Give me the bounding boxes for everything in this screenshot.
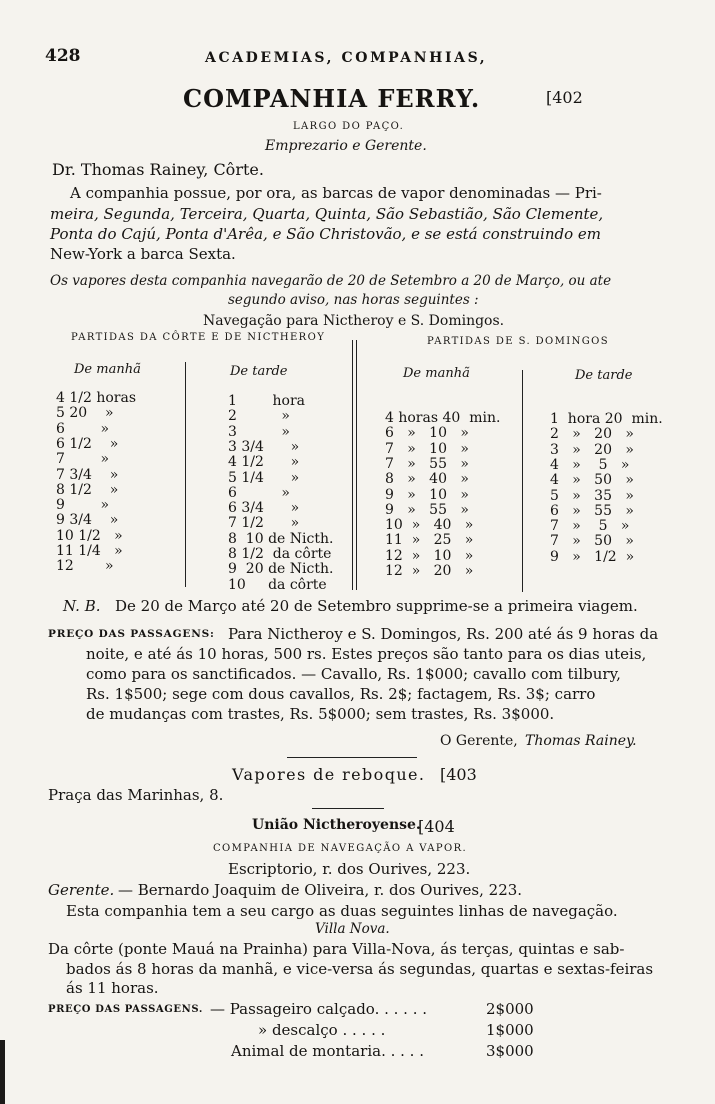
price-row-1-value: 2$000 (486, 1000, 534, 1018)
timetable-entry: 5 1/4 » (228, 469, 300, 486)
timetable-entry: 10 1/2 » (56, 527, 123, 544)
timetable-entry: 7 » 50 » (550, 533, 634, 550)
timetable-entry: 6 » (56, 420, 110, 437)
table-double-divider-b (356, 340, 357, 590)
timetable-entry: 7 3/4 » (56, 466, 119, 483)
timetable-entry: 9 » 55 » (385, 501, 469, 518)
timetable-entry: 2 » (228, 408, 290, 425)
timetable-entry: 6 » 55 » (550, 502, 634, 519)
timetable-entry: 9 » 10 » (385, 486, 469, 503)
route-title: Navegação para Nictheroy e S. Domingos. (203, 313, 505, 329)
uniao-prices-label: PREÇO DAS PASSAGENS. (48, 1004, 203, 1015)
timetable-entry: 8 1/2 » (56, 481, 119, 498)
nb-text: De 20 de Março até 20 de Setembro supprime-se a primeira viagem. (115, 597, 638, 615)
binding-edge (0, 1040, 5, 1104)
timetable-entry: 3 3/4 » (228, 438, 300, 455)
timetable-entry: 9 » 1/2 » (550, 548, 635, 565)
timetable-entry: 3 » (228, 423, 290, 440)
uniao-route-name: Villa Nova. (315, 921, 390, 937)
corte-afternoon-label: De tarde (230, 364, 288, 379)
left-column-divider (185, 362, 186, 587)
uniao-office: Escriptorio, r. dos Ourives, 223. (228, 860, 471, 878)
timetable-entry: 4 1/2 horas (56, 390, 137, 406)
prices-label: PREÇO DAS PASSAGENS: (48, 628, 215, 640)
timetable-entry: 6 1/2 » (56, 435, 119, 452)
uniao-lines-intro: Esta companhia tem a seu cargo as duas seguintes linhas de navegação. (66, 902, 618, 920)
timetable-entry: 8 10 de Nicth. (228, 530, 334, 547)
left-table-title: PARTIDAS DA CÔRTE E DE NICTHEROY (71, 332, 326, 343)
page-number: 428 (45, 46, 81, 66)
sd-morning-label: De manhã (403, 366, 470, 381)
timetable-entry: 12 » 20 » (385, 563, 474, 579)
uniao-manager-label: Gerente. (48, 881, 115, 899)
timetable-entry: 4 » 5 » (550, 456, 630, 473)
sd-afternoon-label: De tarde (575, 368, 633, 383)
section-rule-1 (287, 757, 417, 758)
timetable-entry: 7 » 55 » (385, 455, 469, 472)
company-ref: [402 (546, 88, 583, 107)
signature-name: Thomas Rainey. (525, 733, 637, 749)
price-row-3-value: 3$000 (486, 1042, 534, 1060)
timetable-entry: 6 » 10 » (385, 425, 469, 442)
uniao-subtitle: COMPANHIA DE NAVEGAÇÃO A VAPOR. (213, 843, 468, 854)
towing-ref: [403 (440, 765, 477, 784)
timetable-entry: 4 1/2 » (228, 454, 300, 471)
price-row-1-label: — Passageiro calçado. . . . . . (210, 1000, 428, 1018)
timetable-entry: 4 » 50 » (550, 472, 634, 489)
timetable-entry: 11 » 25 » (385, 532, 474, 549)
company-roles: Emprezario e Gerente. (265, 138, 427, 154)
timetable-entry: 1 hora (228, 393, 305, 409)
nb-label: N. B. (63, 597, 101, 615)
timetable-entry: 5 » 35 » (550, 487, 634, 504)
timetable-entry: 7 1/2 » (228, 515, 300, 532)
timetable-entry: 6 » (228, 484, 290, 501)
right-column-divider (522, 370, 523, 592)
timetable-entry: 7 » 5 » (550, 518, 630, 535)
right-table-title: PARTIDAS DE S. DOMINGOS (427, 336, 610, 347)
timetable-entry: 4 horas 40 min. (385, 410, 501, 426)
timetable-entry: 11 1/4 » (56, 543, 123, 559)
corte-morning-label: De manhã (74, 362, 141, 377)
timetable-entry: 10 » 40 » (385, 517, 474, 534)
towing-title: Vapores de reboque. (232, 765, 426, 784)
timetable-entry: 9 3/4 » (56, 512, 119, 529)
section-rule-2 (312, 808, 384, 809)
towing-address: Praça das Marinhas, 8. (48, 786, 224, 804)
timetable-entry: 8 » 40 » (385, 471, 469, 488)
timetable-entry: 1 hora 20 min. (550, 411, 663, 427)
running-title: ACADEMIAS, COMPANHIAS, (205, 50, 488, 66)
price-row-3-label: Animal de montaria. . . . . (231, 1042, 424, 1060)
uniao-ref: [404 (418, 817, 455, 836)
timetable-entry: 12 » (56, 558, 114, 575)
timetable-entry: 9 20 de Nicth. (228, 561, 334, 578)
price-row-2-value: 1$000 (486, 1021, 534, 1039)
timetable-entry: 12 » 10 » (385, 547, 474, 564)
timetable-entry: 5 20 » (56, 405, 114, 422)
company-address: LARGO DO PAÇO. (293, 121, 405, 132)
timetable-entry: 7 » 10 » (385, 440, 469, 457)
table-double-divider-a (352, 340, 353, 590)
timetable-entry: 3 » 20 » (550, 441, 634, 458)
timetable-entry: 9 » (56, 497, 110, 514)
timetable-entry: 7 » (56, 451, 110, 468)
timetable-entry: 10 da côrte (228, 576, 327, 593)
company-title: COMPANHIA FERRY. (183, 84, 481, 113)
manager-line: Dr. Thomas Rainey, Côrte. (52, 160, 264, 179)
timetable-entry: 8 1/2 da côrte (228, 546, 332, 562)
uniao-manager: — Bernardo Joaquim de Oliveira, r. dos Ourives, 223. (118, 881, 523, 899)
price-row-2-label: » descalço . . . . . (258, 1021, 386, 1039)
uniao-title: União Nictheroyense. (252, 817, 421, 833)
timetable-entry: 2 » 20 » (550, 426, 634, 443)
timetable-entry: 6 3/4 » (228, 500, 300, 517)
signature-prefix: O Gerente, (440, 733, 518, 749)
